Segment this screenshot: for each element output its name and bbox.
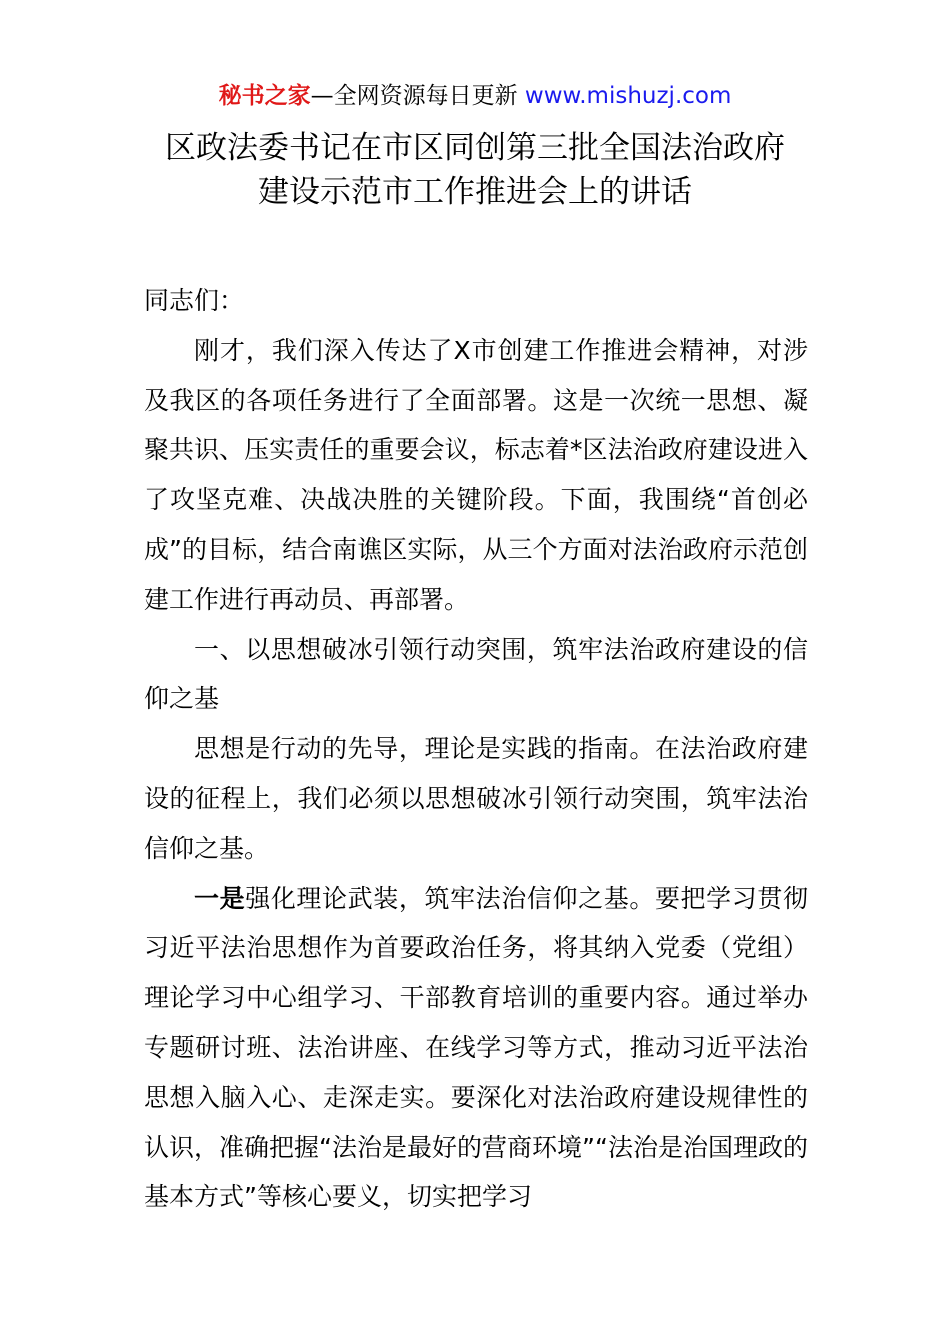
title-line-2: 建设示范市工作推进会上的讲话 — [258, 174, 692, 210]
point-1-text: 强化理论武装，筑牢法治信仰之基。要把学习贯彻习近平法治思想作为首要政治任务，将其纳入党委（党组）理论学习中心组学习、干部教育培训的重要内容。通过举办专题研讨班、法治讲座、在线学习等方式，推动习近平法治思想入脑入心、走深走实。要深化对法治政府建设规律性的认识，准确把握“法治是最好的营商环境”“法治是治国理政的基本方式”等核心要义，切实把学习 — [144, 883, 808, 1212]
document-body — [144, 276, 808, 1222]
paragraph-intro: 刚才，我们深入传达了X市创建工作推进会精神，对涉及我区的各项任务进行了全面部署。这是一次统一思想、凝聚共识、压实责任的重要会议，标志着*区法治政府建设进入了攻坚克难、决战决胜的关键阶段。下面，我围绕“首创必成”的目标，结合南谯区实际，从三个方面对法治政府示范创建工作进行再动员、再部署。 — [144, 335, 808, 614]
paragraph-section-intro: 思想是行动的先导，理论是实践的指南。在法治政府建设的征程上，我们必须以思想破冰引领行动突围，筑牢法治信仰之基。 — [144, 734, 808, 863]
section-heading-1: 一、以思想破冰引领行动突围，筑牢法治政府建设的信仰之基 — [144, 634, 808, 714]
site-header — [0, 80, 950, 112]
paragraph-point-1 — [144, 874, 808, 1223]
document-title — [0, 126, 950, 214]
point-1-label: 一是 — [194, 883, 246, 913]
brand-name: 秘书之家 — [218, 83, 311, 109]
site-url-link[interactable]: www.mishuzj.com — [524, 83, 732, 109]
salutation: 同志们： — [144, 286, 245, 315]
title-line-1: 区政法委书记在市区同创第三批全国法治政府 — [165, 130, 785, 166]
header-tagline: —全网资源每日更新 — [310, 83, 525, 109]
